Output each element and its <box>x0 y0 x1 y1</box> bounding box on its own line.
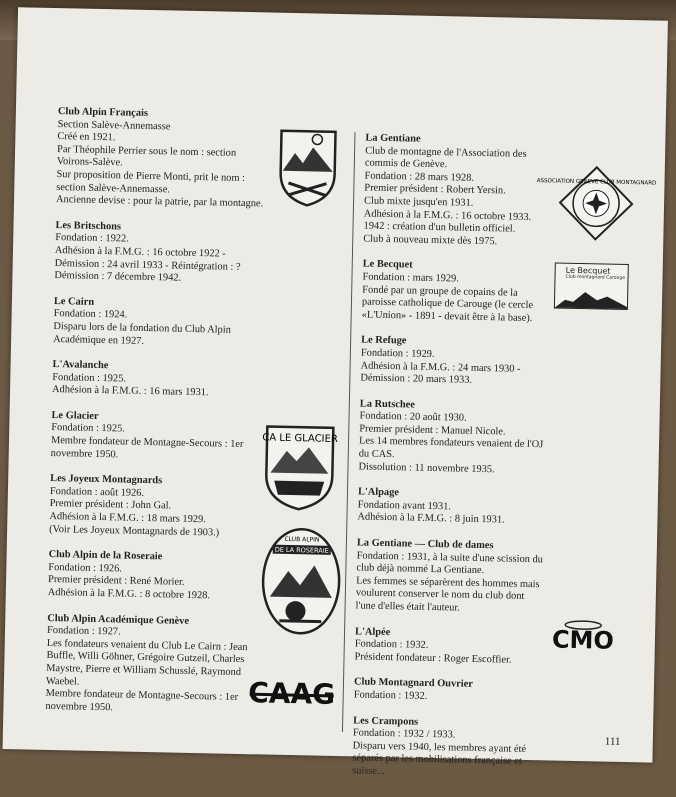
club-detail-line: Section Salève-Annemasse <box>57 118 171 133</box>
club-detail-line: Fondation : 1924. <box>53 308 128 321</box>
club-detail-line: Membre fondateur de Montagne-Secours : 1er novembre 1950. <box>45 688 239 714</box>
club-detail-line: Fondation : 1932 / 1933. <box>352 727 456 741</box>
club-entry <box>48 549 261 604</box>
club-detail-line: Club mixte jusqu'en 1931. <box>363 195 474 209</box>
club-entry <box>49 473 262 540</box>
club-detail-line: Fondation : 1932. <box>354 638 429 652</box>
club-detail-line: Fondé par un groupe de copains de la paroisse catholique de Carouge (le cercle «L'Union» - 1891 - devait être à la base). <box>361 283 534 324</box>
club-name: Le Glacier <box>51 409 99 422</box>
cmo-logo-text: CMO <box>551 625 615 655</box>
caag-logo-text: CAAG <box>247 676 336 711</box>
club-detail-line: Ancienne devise : pour la patrie, par la montagne. <box>55 194 264 210</box>
club-entry <box>51 410 264 465</box>
club-detail-line: Président fondateur : Roger Escoffier. <box>354 651 512 666</box>
club-entry <box>52 359 265 401</box>
club-detail-line: Club de montagne de l'Association des commis de Genève. <box>364 145 527 171</box>
caag-wordmark-logo <box>249 672 334 714</box>
club-entry <box>354 626 543 668</box>
club-name: Les Britschons <box>55 219 122 233</box>
club-detail-line: Fondation : 1931, à la suite d'une scission du club déjà nommé La Gentiane. <box>356 550 544 577</box>
club-detail-line: Premier président : René Morier. <box>47 574 185 589</box>
club-name: Les Crampons <box>353 714 419 728</box>
club-name: Le Becquet <box>362 258 413 271</box>
left-column <box>45 106 270 731</box>
club-detail-line: Les 14 membres fondateurs venaient de l'OJ du CAS. <box>358 435 544 461</box>
club-detail-line: Fondation : 28 mars 1928. <box>364 170 475 184</box>
club-name: L'Avalanche <box>52 359 109 372</box>
club-name: L'Alpage <box>357 486 400 499</box>
club-detail-line: Premier président : Manuel Nicole. <box>359 423 506 438</box>
club-detail-line: Fondation avant 1931. <box>357 499 452 513</box>
club-name: L'Alpée <box>354 625 391 638</box>
club-entry <box>54 220 267 287</box>
club-detail-line: (Voir Les Joyeux Montagnards de 1903.) <box>49 523 220 539</box>
club-name: Club Alpin Académique Genève <box>47 612 190 627</box>
column-divider <box>342 132 356 732</box>
club-detail-line: Les femmes se séparèrent des hommes mais voulurent conserver le nom du club dont l'une d'elles était l'auteur. <box>355 575 540 614</box>
club-entry <box>45 613 259 718</box>
club-detail-line: Adhésion à la F.M.G. : 8 octobre 1928. <box>47 586 211 602</box>
club-detail-line: Premier président : Robert Yersin. <box>364 182 506 197</box>
club-detail-line: Fondation : 1932. <box>353 689 428 702</box>
becquet-logo-title: Le Becquet <box>565 265 611 276</box>
club-entry <box>53 296 266 351</box>
right-column <box>352 132 554 794</box>
club-name: La Rutschee <box>359 398 416 411</box>
becquet-logo-subtitle: Club montagnard Carouge <box>565 274 626 281</box>
club-detail-line: Adhésion à la F.M.G. : 18 mars 1929. <box>49 510 206 526</box>
club-detail-line: Démission : 7 décembre 1942. <box>54 270 182 284</box>
club-entry <box>354 677 542 706</box>
club-detail-line: Fondation : 20 août 1930. <box>359 410 467 424</box>
becquet-mountain-icon <box>555 288 627 310</box>
club-detail-line: Fondation : 1922. <box>55 232 129 245</box>
roseraie-logo-top: CLUB ALPIN <box>284 535 320 544</box>
club-name: Le Cairn <box>53 295 95 308</box>
gentiane-logo-text: ASSOCIATION GENEVE CLUB MONTAGNARD <box>536 178 657 187</box>
club-detail-line: Adhésion à la F.M.G. : 16 mars 1931. <box>51 384 209 399</box>
club-name: Club Alpin de la Roseraie <box>48 549 163 563</box>
club-detail-line: Membre fondateur de Montagne-Secours : 1er novembre 1950. <box>50 435 244 461</box>
club-detail-line: Disparu lors de la fondation du Club Alpin Académique en 1927. <box>53 320 231 347</box>
club-detail-line: Fondation : 1926. <box>48 561 123 575</box>
club-name: Club Montagnard Ouvrier <box>353 676 474 691</box>
page-number: 111 <box>604 735 621 748</box>
gentiane-emblem-logo <box>536 165 657 243</box>
club-name: Le Refuge <box>361 334 407 347</box>
club-detail-line: Fondation : 1927. <box>46 625 121 638</box>
becquet-plaque-logo <box>554 262 629 310</box>
club-detail-line: Adhésion à la F.M.G. : 16 octobre 1922 - Démission : 24 avril 1933 - Réintégration : ? <box>54 244 241 273</box>
club-name: La Gentiane <box>365 132 421 145</box>
club-name: Club Alpin Français <box>57 106 149 119</box>
club-detail-line: 1942 : création d'un bulletin officiel. <box>363 220 516 235</box>
club-detail-line: Fondation : 1925. <box>51 422 125 435</box>
club-entry <box>360 335 549 389</box>
club-entry <box>358 398 548 477</box>
club-entry <box>363 132 553 249</box>
club-detail-line: Créé en 1921. <box>57 131 116 144</box>
club-detail-line: Les fondateurs venaient du Club Le Cairn : Jean Buffle, Willi Göhner, Grégoire Gutzeil, Charles Maystre, Pierre et William Schusslé, Raymond Waebel. <box>45 637 248 688</box>
club-detail-line: Premier président : John Gal. <box>49 498 172 512</box>
club-detail-line: Fondation : mars 1929. <box>362 271 459 285</box>
book-page <box>3 7 668 777</box>
club-detail-line: Fondation : 1929. <box>360 347 435 360</box>
club-detail-line: Fondation : 1925. <box>52 371 127 385</box>
club-name: Les Joyeux Montagnards <box>50 473 163 487</box>
club-detail-line: Disparu vers 1940, les membres ayant été séparés par les mobilisations française et suisse... <box>352 740 527 777</box>
club-entry <box>56 106 270 211</box>
club-detail-line: Par Théophile Perrier sous le nom : section Voirons-Salève. <box>56 143 237 169</box>
roseraie-badge-logo <box>259 524 343 636</box>
club-detail-line: Adhésion à la F.M.G. : 16 octobre 1933. <box>363 208 532 223</box>
club-entry <box>362 259 551 326</box>
caf-shield-logo <box>276 125 340 208</box>
club-entry <box>355 537 545 616</box>
club-detail-line: Adhésion à la F.M.G. : 8 juin 1931. <box>357 511 505 526</box>
club-detail-line: Fondation : août 1926. <box>49 485 145 499</box>
club-name: La Gentiane — Club de dames <box>356 537 494 552</box>
cmo-wordmark-logo <box>545 614 622 656</box>
club-detail-line: Adhésion à la F.M.G. : 24 mars 1930 - Démission : 20 mars 1933. <box>360 359 521 386</box>
glacier-shield-logo <box>260 422 340 512</box>
roseraie-logo-band: DE LA ROSERAIE <box>274 545 329 555</box>
glacier-logo-text: CA LE GLACIER <box>262 432 338 445</box>
club-detail-line: Sur proposition de Pierre Monti, prit le nom : section Salève-Annemasse. <box>56 169 246 195</box>
club-detail-line: Club à nouveau mixte dès 1975. <box>363 233 498 248</box>
club-entry <box>352 715 541 782</box>
club-entry <box>357 487 546 529</box>
club-detail-line: Dissolution : 11 novembre 1935. <box>358 461 495 475</box>
